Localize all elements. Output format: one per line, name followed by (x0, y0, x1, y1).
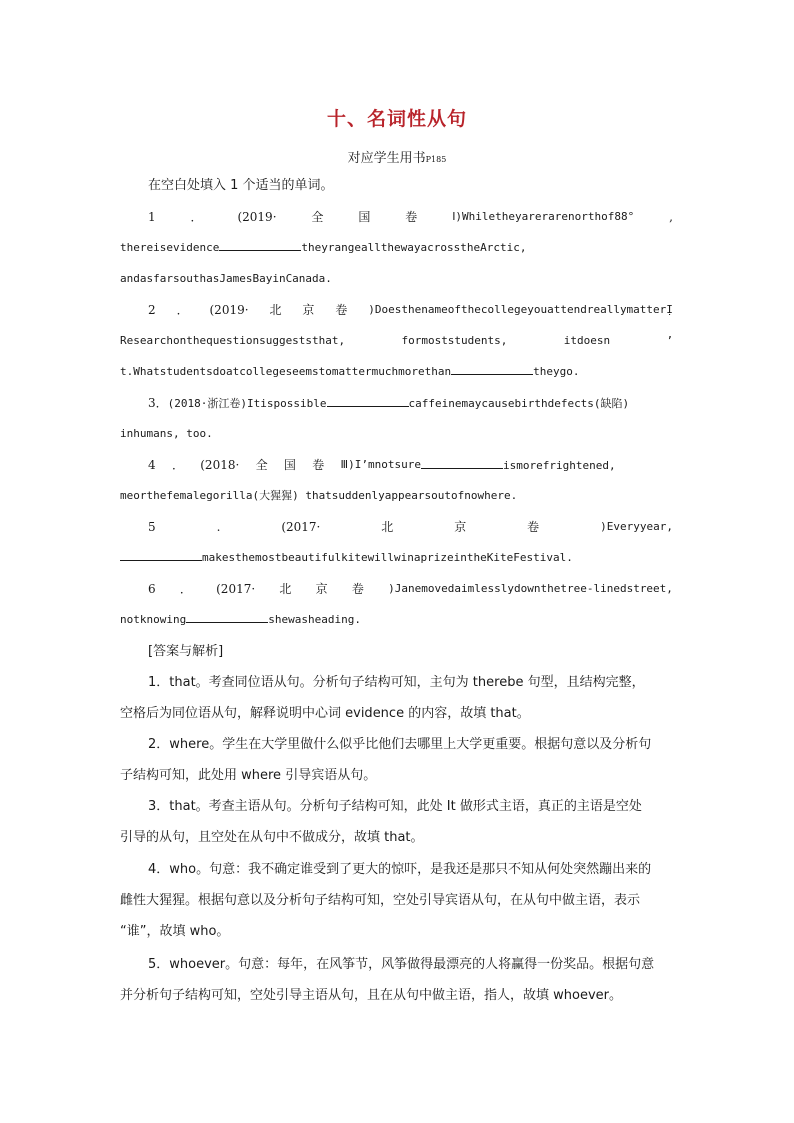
dot: ． (179, 582, 192, 596)
q6-src-4: )Janemovedaimlesslydownthetree-linedstreet, (388, 582, 673, 595)
answer-5-line-2: 并分析句子结构可知，空处引导主语从句，且在从句中做主语，指人，故填 whoever。 (120, 988, 622, 1003)
q2-src-0: (2019· (209, 303, 249, 317)
q4-text-b: ismorefrightened, (503, 459, 616, 472)
q2-text-b: theygo. (533, 365, 580, 378)
q6-src-3: 卷 (351, 582, 364, 596)
question-number: 1 (148, 210, 156, 224)
answer-blank[interactable] (451, 362, 533, 375)
answer-4-line-1: 4．who。句意：我不确定谁受到了更大的惊吓，是我还是那只不知从何处突然蹦出来的 (148, 862, 652, 877)
answer-3-line-1: 3．that。考查主语从句。分析句子结构可知，此处 It 做形式主语，真正的主语是空处 (148, 799, 642, 814)
question-1-line-1 (148, 207, 673, 227)
question-3-line-1 (148, 393, 673, 413)
answer-blank[interactable] (120, 548, 202, 561)
subtitle-text: 对应学生用书 (347, 151, 426, 166)
q4-src-4: Ⅲ)I’mnotsure (340, 458, 421, 471)
q1-src-0: (2019· (237, 210, 277, 224)
dot: ． (176, 303, 189, 317)
q2-src-4: )DoesthenameofthecollegeyouattendreallymatterỊ (368, 303, 673, 316)
question-4-line-2: meorthefemalegorilla(大猩猩) thatsuddenlyappearsoutofnowhere. (120, 489, 518, 502)
q6-src-1: 北 (279, 582, 292, 596)
answer-blank[interactable] (421, 456, 503, 469)
q6-src-0: (2017· (216, 582, 256, 596)
q1-src-1: 全 (311, 210, 324, 224)
question-5-line-1 (148, 517, 673, 537)
question-number: 6 (148, 582, 156, 596)
question-1-line-2 (120, 238, 673, 258)
q1-src-4: Ⅰ)Whiletheyarerarenorthof88° (452, 210, 635, 223)
answers-header: [答案与解析] (148, 644, 224, 659)
q2-l2-0: Researchonthequestionsuggeststhat, (120, 334, 346, 347)
instruction: 在空白处填入 1 个适当的单词。 (148, 178, 334, 193)
question-3-line-2: inhumans, too. (120, 427, 213, 440)
answer-1-line-2: 空格后为同位语从句，解释说明中心词 evidence 的内容，故填 that。 (120, 706, 530, 721)
question-5-line-2 (120, 548, 673, 568)
q2-src-3: 卷 (335, 303, 348, 317)
dot: ． (155, 396, 168, 410)
q4-src-2: 国 (283, 458, 296, 472)
answer-3-line-2: 引导的从句，且空处在从句中不做成分，故填 that。 (120, 830, 424, 845)
q5-text: makesthemostbeautifulkitewillwinaprizeintheKiteFestival. (202, 551, 573, 564)
question-number: 2 (148, 303, 156, 317)
question-6-line-1 (148, 579, 673, 599)
question-2-line-3 (120, 362, 673, 382)
q6-src-2: 京 (315, 582, 328, 596)
q4-src-0: (2018· (200, 458, 240, 472)
q1-src-5: , (669, 210, 673, 224)
question-4-line-1 (148, 455, 673, 475)
answer-5-line-1: 5．whoever。句意：每年，在风筝节，风筝做得最漂亮的人将赢得一份奖品。根据句意 (148, 957, 655, 972)
answer-2-line-2: 子结构可知，此处用 where 引导宾语从句。 (120, 768, 377, 783)
q4-source (148, 455, 421, 475)
q2-l2-1: formoststudents, (401, 334, 508, 347)
q1-src-3: 卷 (405, 210, 418, 224)
page-title: 十、名词性从句 (326, 108, 467, 130)
question-1-line-3: andasfarsouthasJamesBayinCanada. (120, 272, 332, 285)
answer-1-line-1: 1．that。考查同位语从句。分析句子结构可知，主句为 therebe 句型，且结构完整， (148, 675, 645, 690)
q6-text-b: shewasheading. (268, 613, 361, 626)
q2-l2-2: itdoesn (563, 334, 611, 347)
page-number: P185 (425, 155, 447, 164)
question-number: 5 (148, 520, 156, 534)
q3-text-a: (2018·浙江卷)Itispossible (167, 397, 327, 410)
answer-blank[interactable] (327, 394, 409, 407)
q2-text-a: t.Whatstudentsdoatcollegeseemstomattermuchmorethan (120, 365, 452, 378)
q5-src-2: 北 (381, 520, 394, 534)
answer-4-line-2: 雌性大猩猩。根据句意以及分析句子结构可知，空处引导宾语从句，在从句中做主语，表示 (120, 893, 641, 908)
dot: ． (171, 458, 184, 472)
question-2-line-1 (148, 300, 673, 320)
q2-src-1: 北 (269, 303, 282, 317)
q5-src-4: 卷 (527, 520, 540, 534)
q1-text-a: thereisevidence (120, 241, 220, 254)
page-subtitle (0, 147, 794, 166)
q4-src-1: 全 (255, 458, 268, 472)
q2-src-2: 京 (302, 303, 315, 317)
question-6-line-2 (120, 610, 673, 630)
answer-4-line-3: “谁”，故填 who。 (120, 924, 230, 939)
dot: ． (190, 210, 203, 224)
q1-text-b: theyrangeallthewayacrosstheArctic, (301, 241, 527, 254)
q4-src-3: 卷 (312, 458, 325, 472)
q1-src-2: 国 (358, 210, 371, 224)
answer-blank[interactable] (219, 238, 301, 251)
q3-text-b: caffeinemaycausebirthdefects(缺陷) (408, 397, 630, 410)
answer-blank[interactable] (186, 610, 268, 623)
q5-src-0: . (216, 520, 221, 534)
question-number: 3 (148, 396, 156, 410)
answer-2-line-1: 2．where。学生在大学里做什么似乎比他们去哪里上大学更重要。根据句意以及分析句 (148, 737, 652, 752)
q5-src-3: 京 (454, 520, 467, 534)
q2-l2-3: ’ (666, 334, 673, 347)
question-number: 4 (148, 458, 156, 472)
question-2-line-2 (120, 331, 673, 351)
q5-src-5: )Everyyear, (600, 520, 673, 533)
q5-src-1: (2017· (281, 520, 321, 534)
q6-text-a: notknowing (120, 613, 187, 626)
